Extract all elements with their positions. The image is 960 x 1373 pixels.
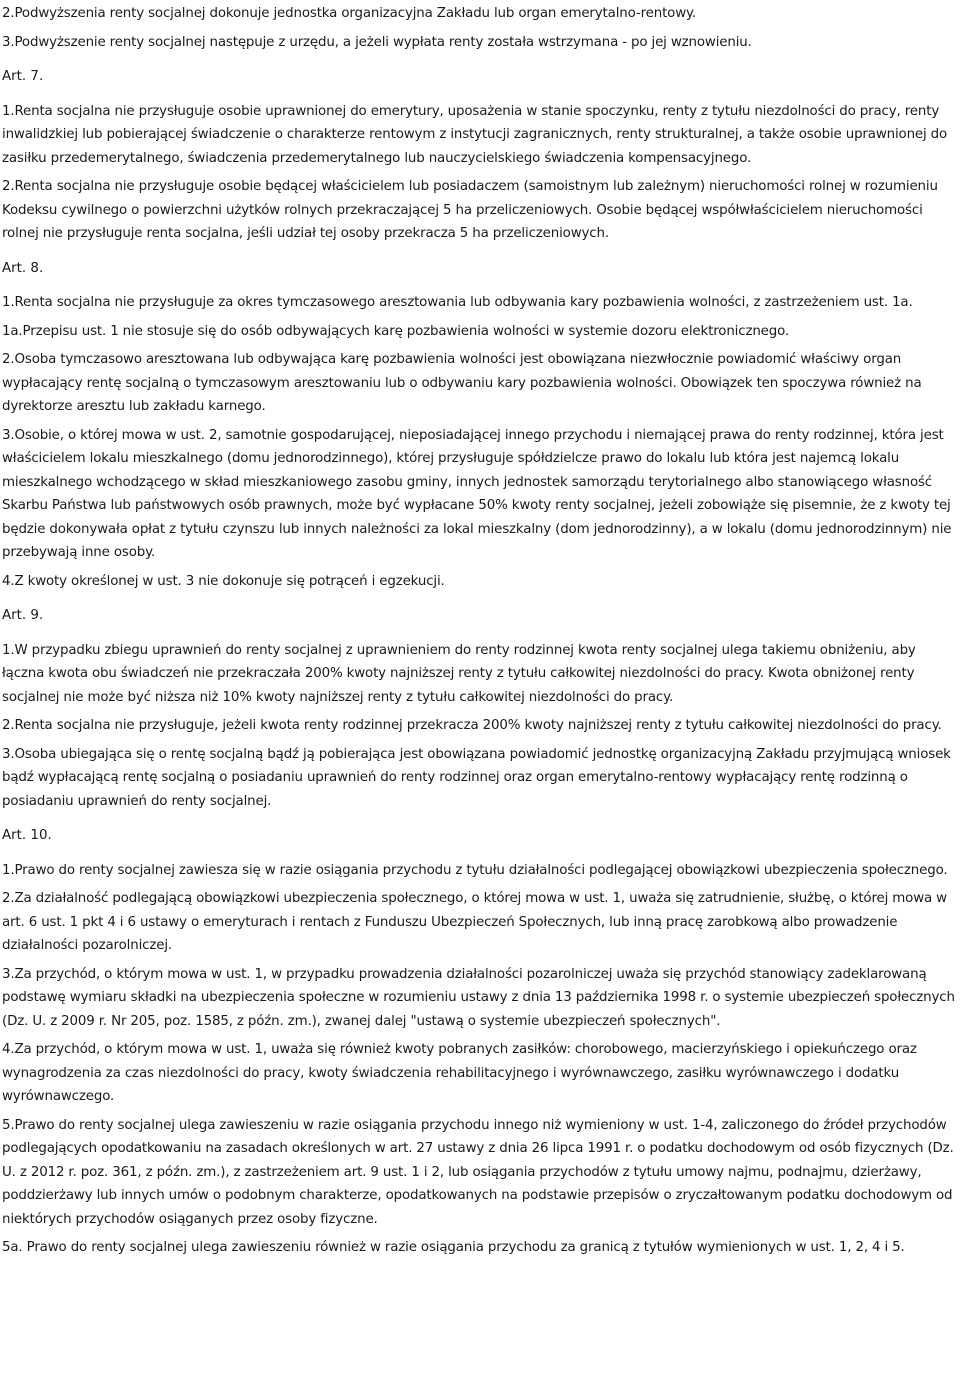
paragraph-podwyzszenia-2: 2.Podwyższenia renty socjalnej dokonuje jednostka organizacyjna Zakładu lub organ emerytalno-rentowy.: [2, 6, 696, 21]
article-paragraph: 5a. Prawo do renty socjalnej ulega zawieszeniu również w razie osiągania przychodu za granicą z tytułów wymienionych w ust. 1, 2, 4 i 5.: [2, 1240, 905, 1255]
article-paragraph: 2.Za działalność podlegającą obowiązkowi ubezpieczenia społecznego, o której mowa w ust. 1, uważa się zatrudnienie, służbę, o której mowa w art. 6 ust. 1 pkt 4 i 6 ustawy o emeryturach i rentach z Funduszu Ubezpieczeń Społecznych, lub inną pracę zarobkową albo prowadzenie działalności pozarolniczej.: [2, 891, 947, 953]
article-9: [2, 604, 958, 813]
article-paragraph: [2, 175, 958, 246]
article-10: [2, 824, 958, 1260]
article-8: [2, 257, 958, 594]
article-paragraph: 1.W przypadku zbiegu uprawnień do renty socjalnej z uprawnieniem do renty rodzinnej kwota renty socjalnej ulega takiemu obniżeniu, aby łączna kwota obu świadczeń nie przekraczała 200% kwoty najniższej renty z tytułu całkowitej niezdolności do pracy. Kwota obniżonej renty socjalnej nie może być niższa niż 10% kwoty najniższej renty z tytułu całkowitej niezdolności do pracy.: [2, 642, 916, 705]
article-paragraph: 4.Za przychód, o którym mowa w ust. 1, uważa się również kwoty pobranych zasiłków: chorobowego, macierzyńskiego i opiekuńczego oraz wynagrodzenia za czas niezdolności do pracy, kwoty świadczenia rehabilitacyjnego i wyrównawczego, zasiłku wyrównawczego i dodatku wyrównawczego.: [2, 1042, 917, 1104]
article-heading: Art. 8.: [2, 260, 44, 276]
article-paragraph: 5.Prawo do renty socjalnej ulega zawieszeniu w razie osiągania przychodu innego niż wymieniony w ust. 1-4, zaliczonego do źródeł przychodów podlegających opodatkowaniu na zasadach określonych w art. 27 ustawy z dnia 26 lipca 1991 r. o podatku dochodowym od osób fizycznych (Dz. U. z 2012 r. poz. 361, z późn. zm.), z zastrzeżeniem art. 9 ust. 1 i 2, lub osiągania przychodów z tytułu umowy najmu, podnajmu, dzierżawy, poddzierżawy lub innych umów o podobnym charakterze, opodatkowanych na podstawie przepisów o zryczałtowanym podatku dochodowym od niektórych przychodów osiąganych przez osoby fizyczne.: [2, 1117, 954, 1227]
article-paragraph: 2.Osoba tymczasowo aresztowana lub odbywająca karę pozbawienia wolności jest obowiązana niezwłocznie powiadomić właściwy organ wypłacający rentę socjalną o tymczasowym aresztowaniu lub o odbywaniu kary pozbawienia wolności. Obowiązek ten spoczywa również na dyrektorze aresztu lub zakładu karnego.: [2, 352, 922, 414]
paragraph-text: 2.Renta socjalna nie przysługuje osobie będącej właścicielem lub posiadaczem (samoistnym lub zależnym) nieruchomości rolnej w rozumieniu: [2, 179, 938, 194]
article-paragraph: 1a.Przepisu ust. 1 nie stosuje się do osób odbywających karę pozbawienia wolności w systemie dozoru elektronicznego.: [2, 323, 790, 339]
article-paragraph: 3.Osoba ubiegająca się o rentę socjalną bądź ją pobierająca jest obowiązana powiadomić jednostkę organizacyjną Zakładu przyjmującą wniosek bądź wypłacającą rentę socjalną o posiadaniu uprawnień do renty rodzinnej oraz organ emerytalno-rentowy wypłacający rentę rodzinną o posiadaniu uprawnień do renty socjalnej.: [2, 746, 951, 809]
article-paragraph: 4.Z kwoty określonej w ust. 3 nie dokonuje się potrąceń i egzekucji.: [2, 573, 445, 589]
article-paragraph: 1.Prawo do renty socjalnej zawiesza się w razie osiągania przychodu z tytułu działalności podlegającej obowiązkowi ubezpieczenia społecznego.: [2, 862, 948, 878]
article-paragraph: 3.Za przychód, o którym mowa w ust. 1, w przypadku prowadzenia działalności pozarolniczej uważa się przychód stanowiący zadeklarowaną podstawę wymiaru składki na ubezpieczenia społeczne w rozumieniu ustawy z dnia 13 października 1998 r. o systemie ubezpieczeń społecznych (Dz. U. z 2009 r. Nr 205, poz. 1585, z późn. zm.), zwanej dalej "ustawą o systemie ubezpieczeń społecznych".: [2, 966, 955, 1029]
paragraph-text: o powierzchni użytków rolnych przekraczającej 5 ha przeliczeniowych. Osobie będącej współwłaścicielem nieruchomości rolnej nie przysługuje renta socjalna, jeśli udział tej osoby przekracza 5 ha przeliczeniowych.: [2, 202, 923, 241]
article-heading: Art. 9.: [2, 608, 44, 623]
article-paragraph: 3.Osobie, o której mowa w ust. 2, samotnie gospodarującej, nieposiadającej innego przychodu i niemającej prawa do renty rodzinnej, która jest właścicielem lokalu mieszkalnego (domu jednorodzinnego), której przysługuje spółdzielcze prawo do lokalu lub która jest najemcą lokalu mieszkalnego wchodzącego w skład mieszkaniowego zasobu gminy, innych jednostek samorządu terytorialnego albo stanowiącego własność Skarbu Państwa lub państwowych osób prawnych, może być wypłacane 50% kwoty renty socjalnej, jeżeli zobowiąże się pisemnie, że z kwoty tej będzie dokonywała opłat z tytułu czynszu lub innych należności za lokal mieszkalny (dom jednorodzinny), a w lokalu (domu jednorodzinnym) nie przebywają inne osoby.: [2, 427, 952, 560]
article-paragraph: 2.Renta socjalna nie przysługuje, jeżeli kwota renty rodzinnej przekracza 200% kwoty najniższej renty z tytułu całkowitej niezdolności do pracy.: [2, 718, 942, 733]
article-heading: Art. 7.: [2, 69, 44, 84]
article-paragraph: 1.Renta socjalna nie przysługuje osobie uprawnionej do emerytury, uposażenia w stanie spoczynku, renty z tytułu niezdolności do pracy, renty inwalidzkiej lub pobierającej świadczenie o charakterze rentowym z instytucji zagranicznych, renty strukturalnej, a także osobie uprawnionej do zasiłku przedemerytalnego, świadczenia przedemerytalnego lub nauczycielskiego świadczenia kompensacyjnego.: [2, 103, 948, 166]
article-heading: Art. 10.: [2, 828, 52, 843]
article-paragraph: 1.Renta socjalna nie przysługuje za okres tymczasowego aresztowania lub odbywania kary pozbawienia wolności, z zastrzeżeniem ust. 1a.: [2, 295, 913, 310]
article-7: [2, 65, 958, 246]
paragraph-podwyzszenie-3: 3.Podwyższenie renty socjalnej następuje z urzędu, a jeżeli wypłata renty została wstrzymana - po jej wznowieniu.: [2, 34, 752, 50]
kodeks-cywilny-link[interactable]: Kodeksu cywilnego: [2, 202, 128, 218]
